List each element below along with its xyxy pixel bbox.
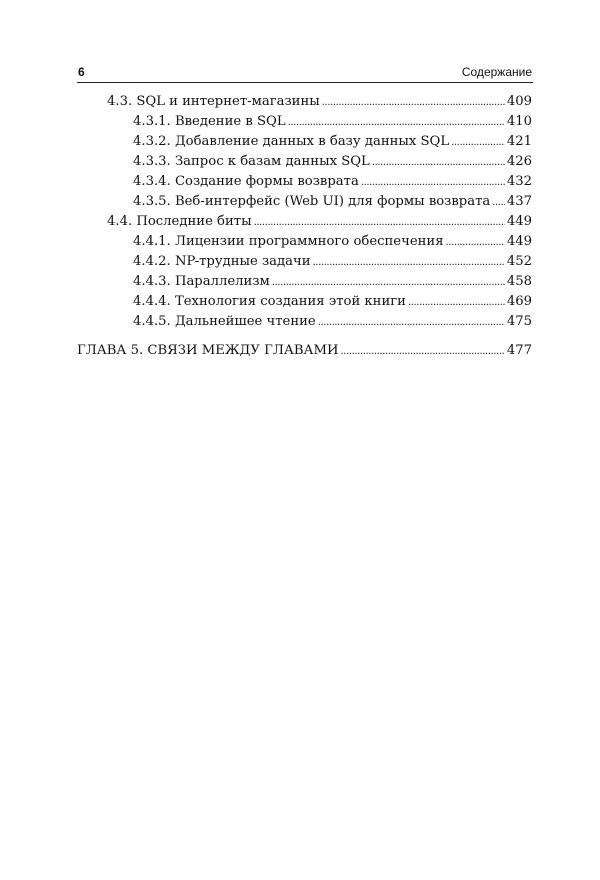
toc-entry xyxy=(133,312,532,332)
page-number: 6 xyxy=(78,65,85,79)
toc-entry xyxy=(133,272,532,292)
toc-entry xyxy=(133,292,532,312)
toc-chapter-entry xyxy=(77,341,532,361)
toc-leader-dots xyxy=(272,272,505,286)
toc-entry-page: 437 xyxy=(506,194,532,209)
toc-entry xyxy=(133,252,532,272)
toc-leader-dots xyxy=(372,152,505,166)
toc-entry xyxy=(133,132,532,152)
toc-entry-label: 4.4.2. NP-трудные задачи xyxy=(133,254,311,269)
toc-entry-page: 421 xyxy=(506,134,532,149)
toc-leader-dots xyxy=(313,252,505,266)
toc-leader-dots xyxy=(288,112,505,126)
toc-entry-label: 4.4.1. Лицензии программного обеспечения xyxy=(133,234,444,249)
toc-entry-page: 409 xyxy=(506,94,532,109)
toc-entry-page: 477 xyxy=(506,343,532,358)
toc-entry xyxy=(133,112,532,132)
toc-entry-page: 452 xyxy=(506,254,532,269)
toc-entry-page: 449 xyxy=(506,234,532,249)
toc-entry-label: 4.4.4. Технология создания этой книги xyxy=(133,294,406,309)
toc-entry-label: 4.3.2. Добавление данных в базу данных SQL xyxy=(133,134,450,149)
running-header-title: Содержание xyxy=(461,65,532,79)
toc-entry-page: 432 xyxy=(506,174,532,189)
toc-entry-page: 449 xyxy=(506,214,532,229)
page-header xyxy=(77,64,533,83)
toc-entry-label: 4.3.3. Запрос к базам данных SQL xyxy=(133,154,370,169)
toc-entry-label: 4.3. SQL и интернет-магазины xyxy=(107,94,320,109)
toc-leader-dots xyxy=(446,232,505,246)
toc-leader-dots xyxy=(361,172,505,186)
toc-leader-dots xyxy=(451,132,505,146)
toc-entry-label: 4.3.5. Веб-интерфейс (Web UI) для формы возврата xyxy=(133,194,491,209)
toc-leader-dots xyxy=(322,92,505,106)
toc-entry xyxy=(133,192,532,212)
toc-entry xyxy=(107,212,532,232)
toc-leader-dots xyxy=(341,341,505,355)
toc-entry-label: 4.3.1. Введение в SQL xyxy=(133,114,286,129)
toc-entry-label: 4.4. Последние биты xyxy=(107,214,252,229)
toc-entry-page: 469 xyxy=(506,294,532,309)
toc-entry xyxy=(133,172,532,192)
toc-entry xyxy=(107,92,532,112)
toc-entry xyxy=(133,232,532,252)
toc-entry-page: 475 xyxy=(506,314,532,329)
toc-leader-dots xyxy=(408,292,505,306)
toc-entry-label: 4.4.5. Дальнейшее чтение xyxy=(133,314,316,329)
toc-entry-page: 458 xyxy=(506,274,532,289)
toc-entry-label: ГЛАВА 5. СВЯЗИ МЕЖДУ ГЛАВАМИ xyxy=(77,343,339,358)
toc-entry-label: 4.4.3. Параллелизм xyxy=(133,274,270,289)
toc-leader-dots xyxy=(254,212,505,226)
toc-entry-page: 410 xyxy=(506,114,532,129)
toc-leader-dots xyxy=(318,312,505,326)
toc-entry xyxy=(133,152,532,172)
toc-entry-page: 426 xyxy=(506,154,532,169)
toc-entry-label: 4.3.4. Создание формы возврата xyxy=(133,174,359,189)
toc-leader-dots xyxy=(492,192,505,206)
